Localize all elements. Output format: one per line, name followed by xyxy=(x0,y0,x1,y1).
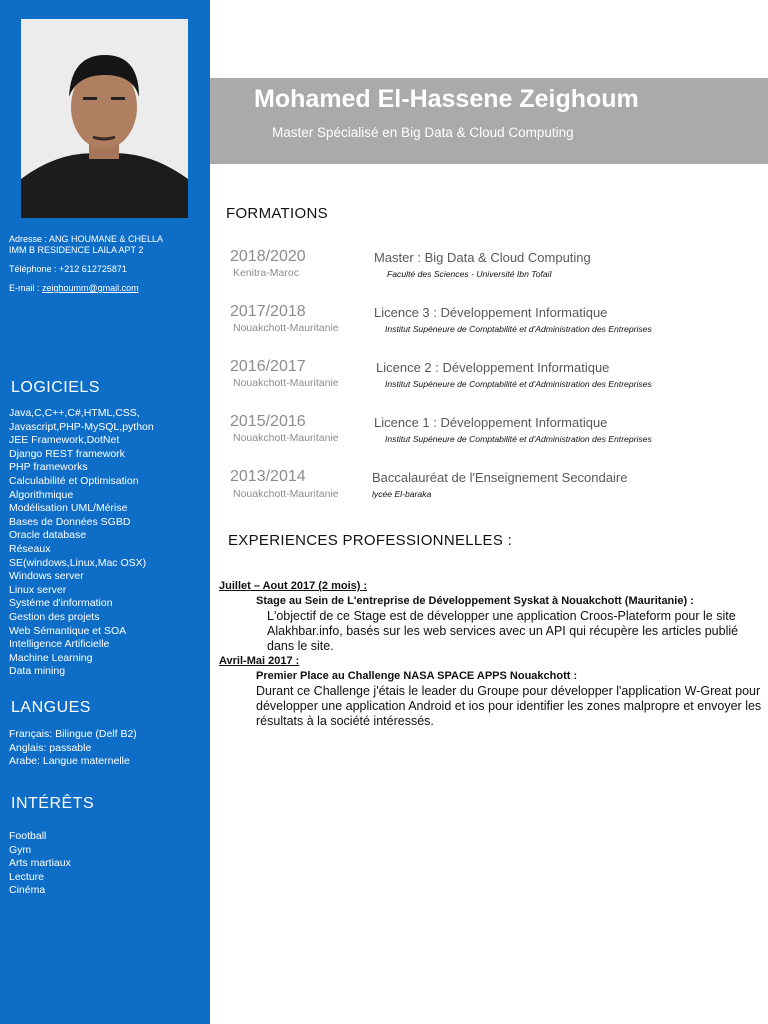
email-label: E-mail : xyxy=(9,283,43,293)
formation-place: Nouakchott-Mauritanie xyxy=(233,432,339,444)
list-item: Français: Bilingue (Delf B2) xyxy=(9,728,137,740)
formation-year: 2018/2020 xyxy=(230,248,306,265)
list-item: Oracle database xyxy=(9,529,87,542)
list-item: Bases de Données SGBD xyxy=(9,515,131,528)
experience-role: Premier Place au Challenge NASA SPACE APPS Nouakchott : xyxy=(256,670,578,682)
list-item: Lecture xyxy=(9,870,45,883)
logiciels-heading: LOGICIELS xyxy=(11,379,100,396)
list-item: Algorithmique xyxy=(9,488,74,501)
sidebar xyxy=(0,0,210,1024)
formation-year: 2017/2018 xyxy=(230,303,306,320)
list-item: PHP frameworks xyxy=(9,461,88,474)
formation-title: Master : Big Data & Cloud Computing xyxy=(374,250,591,265)
address: Adresse : ANG HOUMANE & CHELLA IMM B RESIDENCE LAILA APT 2 xyxy=(9,234,164,255)
langues-list xyxy=(9,728,207,769)
formation-school: Institut Supéneure de Comptabilité et d'Administration des Entreprises xyxy=(385,379,652,389)
formation-school: lycée El-baraka xyxy=(372,489,432,499)
list-item: SE(windows,Linux,Mac OSX) xyxy=(9,556,147,569)
formation-title: Licence 2 : Développement Informatique xyxy=(376,360,610,375)
list-item: Arts martiaux xyxy=(9,857,71,870)
list-item: Arabe: Langue maternelle xyxy=(9,755,130,768)
formation-school: Institut Supéneure de Comptabilité et d'Administration des Entreprises xyxy=(385,324,652,334)
formation-year: 2016/2017 xyxy=(230,358,306,375)
list-item: Cinéma xyxy=(9,884,46,897)
formation-year: 2013/2014 xyxy=(230,468,306,485)
phone: Téléphone : +212 612725871 xyxy=(9,264,127,274)
list-item: Gestion des projets xyxy=(9,610,100,623)
list-item: Systéme d'information xyxy=(9,597,113,610)
formations-heading: FORMATIONS xyxy=(226,205,328,222)
interets-heading: INTÉRÊTS xyxy=(11,795,95,812)
experience-role: Stage au Sein de L'entreprise de Développement Syskat à Nouakchott (Mauritanie) : xyxy=(256,595,694,607)
list-item: Football xyxy=(9,830,47,842)
list-item: Javascript,PHP-MySQL,python xyxy=(9,420,154,433)
contact-info xyxy=(9,234,209,294)
formation-place: Nouakchott-Mauritanie xyxy=(233,488,339,500)
person-name: Mohamed El-Hassene Zeighoum xyxy=(254,85,639,113)
experience-desc: L'objectif de ce Stage est de développer une application Croos-Plateform pour le site Alakhbar.info, basés sur les web services avec un API qui récupère les articles publié dans le site. xyxy=(267,609,739,653)
list-item: JEE Framework,DotNet xyxy=(9,434,120,447)
formation-year: 2015/2016 xyxy=(230,413,306,430)
interets-list xyxy=(9,830,207,898)
list-item: Linux server xyxy=(9,583,67,596)
list-item: Réseaux xyxy=(9,542,51,555)
experiences-heading: EXPERIENCES PROFESSIONNELLES : xyxy=(228,532,513,549)
formation-place: Nouakchott-Mauritanie xyxy=(233,377,339,389)
profile-photo xyxy=(21,19,188,218)
list-item: Windows server xyxy=(9,570,84,583)
email-line xyxy=(9,283,209,294)
list-item: Modélisation UML/Mérise xyxy=(9,502,128,515)
person-subtitle: Master Spécialisé en Big Data & Cloud Computing xyxy=(272,125,574,140)
formation-title: Licence 1 : Développement Informatique xyxy=(374,415,608,430)
formation-title: Licence 3 : Développement Informatique xyxy=(374,305,608,320)
experience-date: Juillet – Aout 2017 (2 mois) : xyxy=(219,580,368,592)
list-item: Web Sémantique et SOA xyxy=(9,624,127,637)
list-item: Gym xyxy=(9,843,32,856)
logiciels-list xyxy=(9,407,207,679)
experiences-list xyxy=(219,579,764,729)
formation-school: Faculté des Sciences - Université Ibn Tofail xyxy=(387,269,552,279)
formation-school: Institut Supéneure de Comptabilité et d'Administration des Entreprises xyxy=(385,434,652,444)
experience-desc: Durant ce Challenge j'étais le leader du Groupe pour développer l'application W-Great pour développer une application Android et ios pour identifier les zones malpropre et envoyer les résultats à la société intéressés. xyxy=(256,684,762,728)
formation-place: Kenitra-Maroc xyxy=(233,267,299,279)
langues-heading: LANGUES xyxy=(11,699,91,716)
formation-title: Baccalauréat de l'Enseignement Secondaire xyxy=(372,470,628,485)
experience-date: Avril-Mai 2017 : xyxy=(219,655,300,667)
list-item: Anglais: passable xyxy=(9,741,92,754)
list-item: Machine Learning xyxy=(9,651,93,664)
formation-place: Nouakchott-Mauritanie xyxy=(233,322,339,334)
list-item: Data mining xyxy=(9,665,66,678)
list-item: Django REST framework xyxy=(9,447,125,460)
list-item: Intelligence Artificielle xyxy=(9,638,110,651)
list-item: Calculabilité et Optimisation xyxy=(9,474,139,487)
email-link[interactable]: zeighoumm@gmail.com xyxy=(42,283,139,293)
list-item: Java,C,C++,C#,HTML,CSS, xyxy=(9,407,140,419)
